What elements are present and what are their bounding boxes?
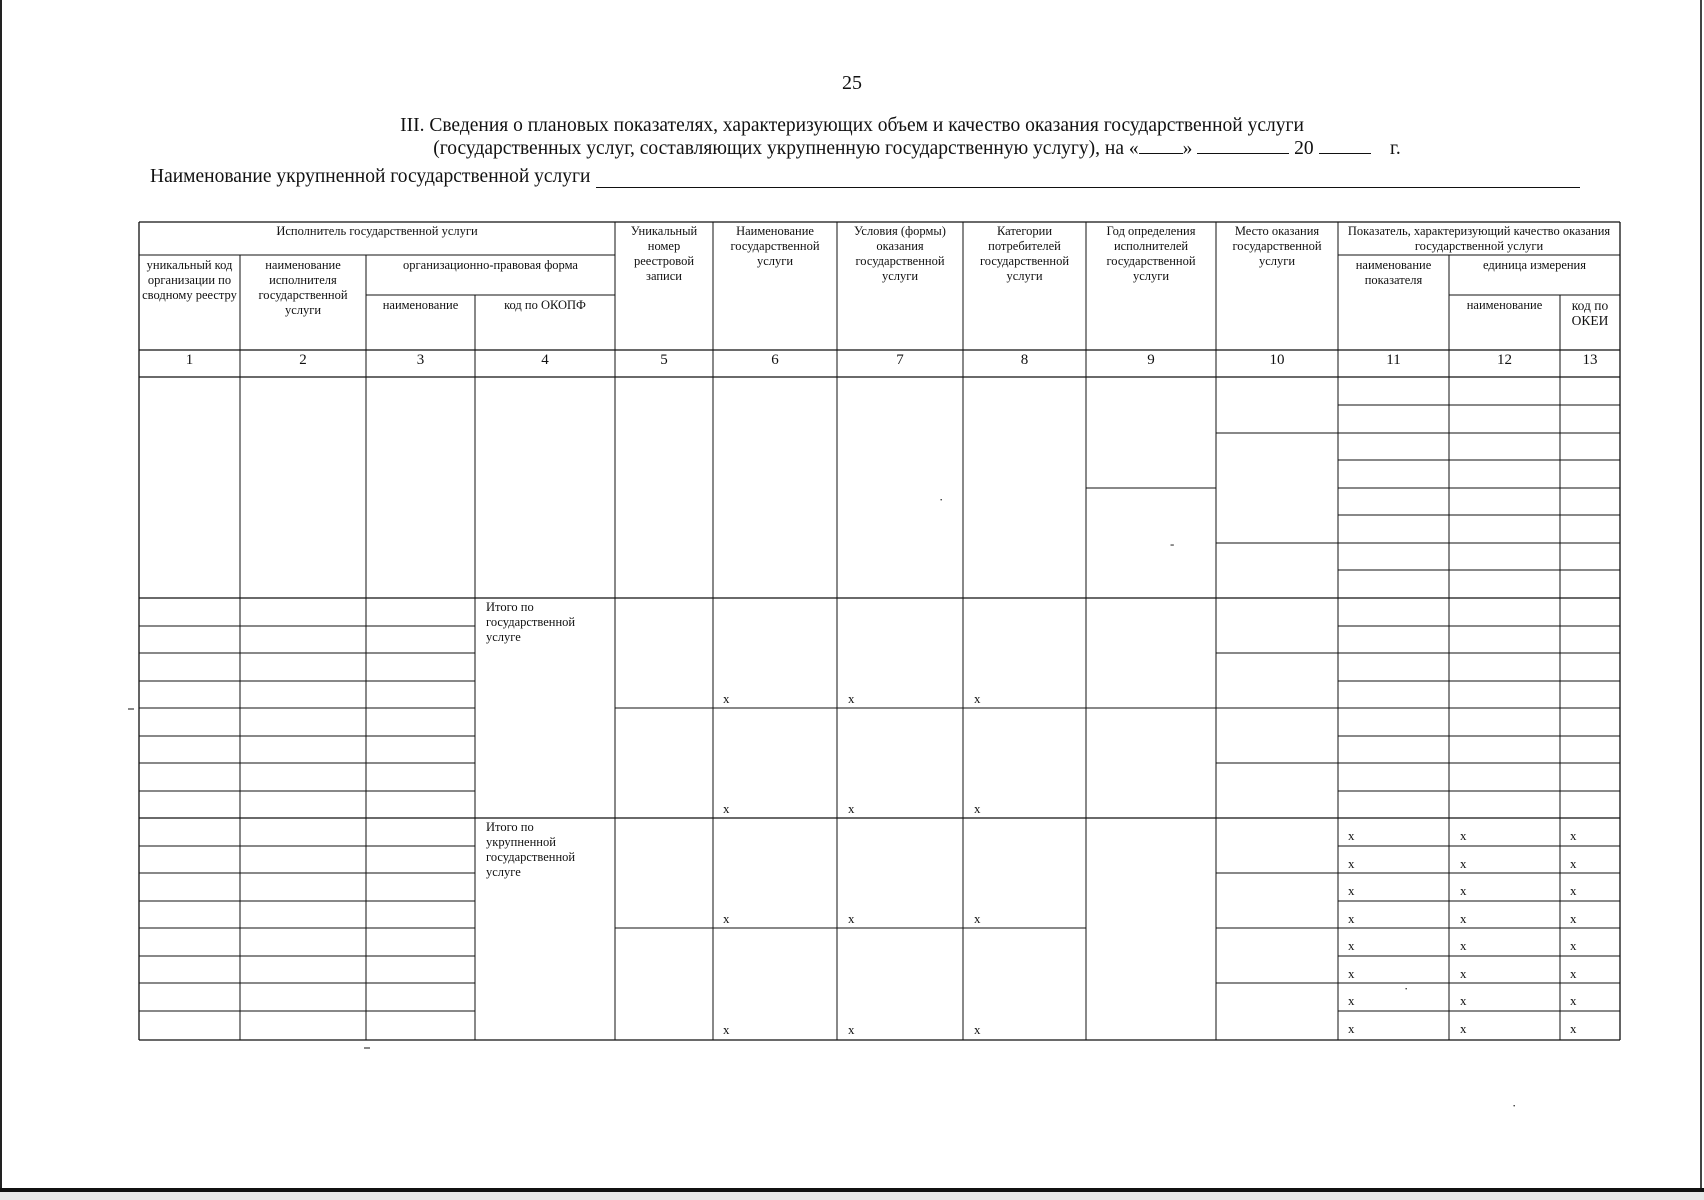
heading-line1: III. Сведения о плановых показателях, характеризующих объем и качество оказания государственной услуги (400, 115, 1304, 136)
x-mark: x (1348, 911, 1355, 926)
x-mark: x (1570, 938, 1577, 953)
x-mark: x (1460, 966, 1467, 981)
header-okei: код по ОКЕИ (1571, 298, 1609, 328)
x-mark: x (1460, 993, 1467, 1008)
x-mark: x (723, 911, 730, 926)
x-mark: x (974, 801, 981, 816)
header-unit: единица измерения (1482, 258, 1586, 272)
scan-dot: - (1170, 536, 1175, 551)
x-mark: x (1460, 1021, 1467, 1036)
x-mark: x (723, 1022, 730, 1037)
x-mark: x (1570, 966, 1577, 981)
x-mark: x (1570, 883, 1577, 898)
x-mark: x (1348, 938, 1355, 953)
column-number-12: 12 (1497, 352, 1512, 368)
column-number-9: 9 (1147, 352, 1155, 368)
column-number-1: 1 (185, 352, 194, 368)
scan-dot: · (1404, 981, 1409, 996)
header-legal-form: организационно-правовая форма (403, 258, 578, 272)
x-mark: x (974, 691, 981, 706)
x-mark: x (723, 801, 730, 816)
x-mark: x (1348, 993, 1355, 1008)
x-mark: x (848, 911, 855, 926)
heading-line2-text: (государственных услуг, составляющих укрупненную государственную услугу), на « (433, 138, 1139, 159)
header-legal-form-name: наименование (382, 298, 459, 312)
x-mark: x (1460, 828, 1467, 843)
x-mark: x (1570, 911, 1577, 926)
scan-dot: · (939, 492, 944, 507)
x-mark: x (974, 1022, 981, 1037)
x-mark: x (848, 1022, 855, 1037)
column-number-8: 8 (1020, 352, 1029, 368)
year-prefix: 20 (1294, 138, 1314, 159)
scan-dot: · (1512, 1098, 1517, 1113)
enlarged-service-name-label: Наименование укрупненной государственной услуги (150, 166, 591, 187)
header-executor-name: наименование исполнителя государственной услуги (258, 258, 348, 317)
column-number-6: 6 (771, 352, 779, 368)
header-unique-code: уникальный код организации по сводному реестру (142, 258, 237, 302)
x-mark: x (723, 691, 730, 706)
header-conditions: Условия (формы) оказания государственной услуги (854, 224, 946, 283)
header-registry-number: Уникальный номер реестровой записи (630, 224, 698, 283)
heading-quote-close: » (1182, 138, 1193, 159)
header-consumers: Категории потребителей государственной услуги (979, 224, 1070, 283)
x-mark: x (1570, 993, 1577, 1008)
column-number-5: 5 (660, 352, 668, 368)
col10-row-lines (1216, 433, 1338, 983)
x-mark: x (1348, 1021, 1355, 1036)
header-indicator-name: наименование показателя (1355, 258, 1432, 287)
x-mark: x (1570, 1021, 1577, 1036)
column-number-13: 13 (1582, 352, 1598, 368)
column-number-11: 11 (1386, 352, 1401, 368)
x-mark: x (1348, 883, 1355, 898)
column-number-2: 2 (299, 352, 307, 368)
header-okopf: код по ОКОПФ (504, 298, 586, 312)
x-mark: x (1460, 911, 1467, 926)
header-service-name: Наименование государственной услуги (730, 224, 820, 268)
column-number-10: 10 (1269, 352, 1285, 368)
header-quality: Показатель, характеризующий качество оказания государственной услуги (1347, 224, 1611, 253)
header-executor: Исполнитель государственной услуги (276, 224, 478, 238)
year-suffix: г. (1390, 138, 1401, 159)
x-mark: x (848, 691, 855, 706)
column-number-3: 3 (416, 352, 425, 368)
x-mark: x (1348, 828, 1355, 843)
header-unit-name: наименование (1466, 298, 1543, 312)
column-number-7: 7 (896, 352, 904, 368)
x-mark: x (1460, 938, 1467, 953)
column-number-4: 4 (541, 352, 549, 368)
x-mark: x (848, 801, 855, 816)
x-mark: x (1348, 966, 1355, 981)
x-mark: x (1570, 856, 1577, 871)
x-mark: x (1460, 883, 1467, 898)
page-number: 25 (842, 72, 862, 94)
right-row-lines (1338, 405, 1620, 1011)
x-mark: x (974, 911, 981, 926)
x-mark: x (1460, 856, 1467, 871)
label-total-enlarged: Итого по укрупненной государственной услуге (486, 820, 576, 879)
header-place: Место оказания государственной услуги (1232, 224, 1322, 268)
header-year: Год определения исполнителей государственной услуги (1106, 224, 1196, 283)
label-total-service: Итого по государственной услуге (486, 600, 576, 644)
x-mark: x (1570, 828, 1577, 843)
x-mark: x (1348, 856, 1355, 871)
